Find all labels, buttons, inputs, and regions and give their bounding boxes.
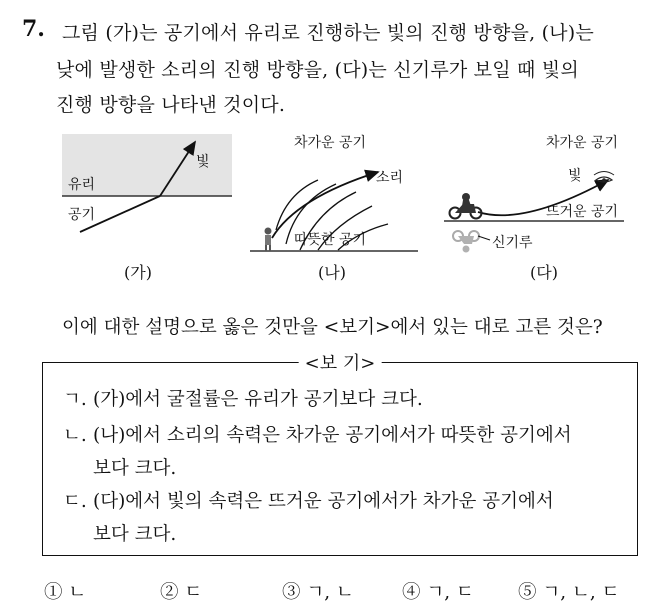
bogi-item-3 bbox=[63, 487, 554, 513]
light-label: 빛 bbox=[196, 154, 210, 170]
cool-air-label: 차가운 공기 bbox=[294, 135, 367, 151]
choice-4[interactable]: ④ ㄱ, ㄷ bbox=[402, 582, 474, 603]
bogi-marker: ㄴ. bbox=[63, 425, 87, 446]
glass-label: 유리 bbox=[68, 177, 96, 193]
figure-da bbox=[444, 134, 624, 282]
bogi-box bbox=[42, 353, 638, 556]
bogi-text: (가)에서 굴절률은 유리가 공기보다 크다. bbox=[93, 389, 423, 410]
hot-air-label: 뜨거운 공기 bbox=[546, 204, 619, 220]
sound-label: 소리 bbox=[376, 170, 404, 186]
question-number: 7. bbox=[22, 16, 45, 42]
question-line-1: 그림 (가)는 공기에서 유리로 진행하는 빛의 진행 방향을, (나)는 bbox=[62, 22, 594, 44]
bogi-item-2-cont: 보다 크다. bbox=[93, 458, 177, 479]
choice-5[interactable]: ⑤ ㄱ, ㄴ, ㄷ bbox=[518, 582, 620, 603]
mirage-label: 신기루 bbox=[492, 235, 533, 251]
light-label: 빛 bbox=[568, 168, 582, 184]
caption-da: (다) bbox=[530, 263, 558, 282]
choice-2[interactable]: ② ㄷ bbox=[160, 582, 203, 603]
choice-3[interactable]: ③ ㄱ, ㄴ bbox=[282, 582, 354, 603]
figure-ga bbox=[62, 134, 232, 282]
bogi-marker: ㄷ. bbox=[63, 491, 87, 512]
question-line-3: 진행 방향을 나타낸 것이다. bbox=[56, 94, 286, 116]
wavefront-1 bbox=[276, 180, 318, 230]
person-icon bbox=[265, 228, 272, 252]
eye-icon bbox=[594, 172, 614, 183]
bogi-marker: ㄱ. bbox=[63, 389, 87, 410]
question-line-2: 낮에 발생한 소리의 진행 방향을, (다)는 신기루가 보일 때 빛의 bbox=[56, 59, 579, 81]
bogi-title: <보 기> bbox=[299, 349, 382, 375]
figure-na bbox=[250, 134, 418, 282]
bogi-text: (나)에서 소리의 속력은 차가운 공기에서가 따뜻한 공기에서 bbox=[93, 425, 572, 446]
bogi-text: (다)에서 빛의 속력은 뜨거운 공기에서가 차가운 공기에서 bbox=[93, 491, 554, 512]
figures bbox=[0, 120, 664, 290]
cool-air-label: 차가운 공기 bbox=[546, 135, 619, 151]
question-prompt: 이에 대한 설명으로 옳은 것만을 <보기>에서 있는 대로 고른 것은? bbox=[62, 317, 603, 338]
warm-air-label: 따뜻한 공기 bbox=[294, 232, 367, 248]
mirage-icon bbox=[453, 231, 479, 253]
choice-1[interactable]: ① ㄴ bbox=[44, 582, 87, 603]
bogi-item-2 bbox=[63, 421, 572, 447]
bogi-item-3-cont: 보다 크다. bbox=[93, 524, 177, 545]
caption-ga: (가) bbox=[124, 263, 152, 282]
air-label: 공기 bbox=[68, 207, 96, 223]
motorcycle-icon bbox=[450, 193, 482, 219]
bogi-item-1 bbox=[63, 385, 423, 411]
mirage-pointer bbox=[478, 236, 490, 240]
caption-na: (나) bbox=[318, 263, 346, 282]
